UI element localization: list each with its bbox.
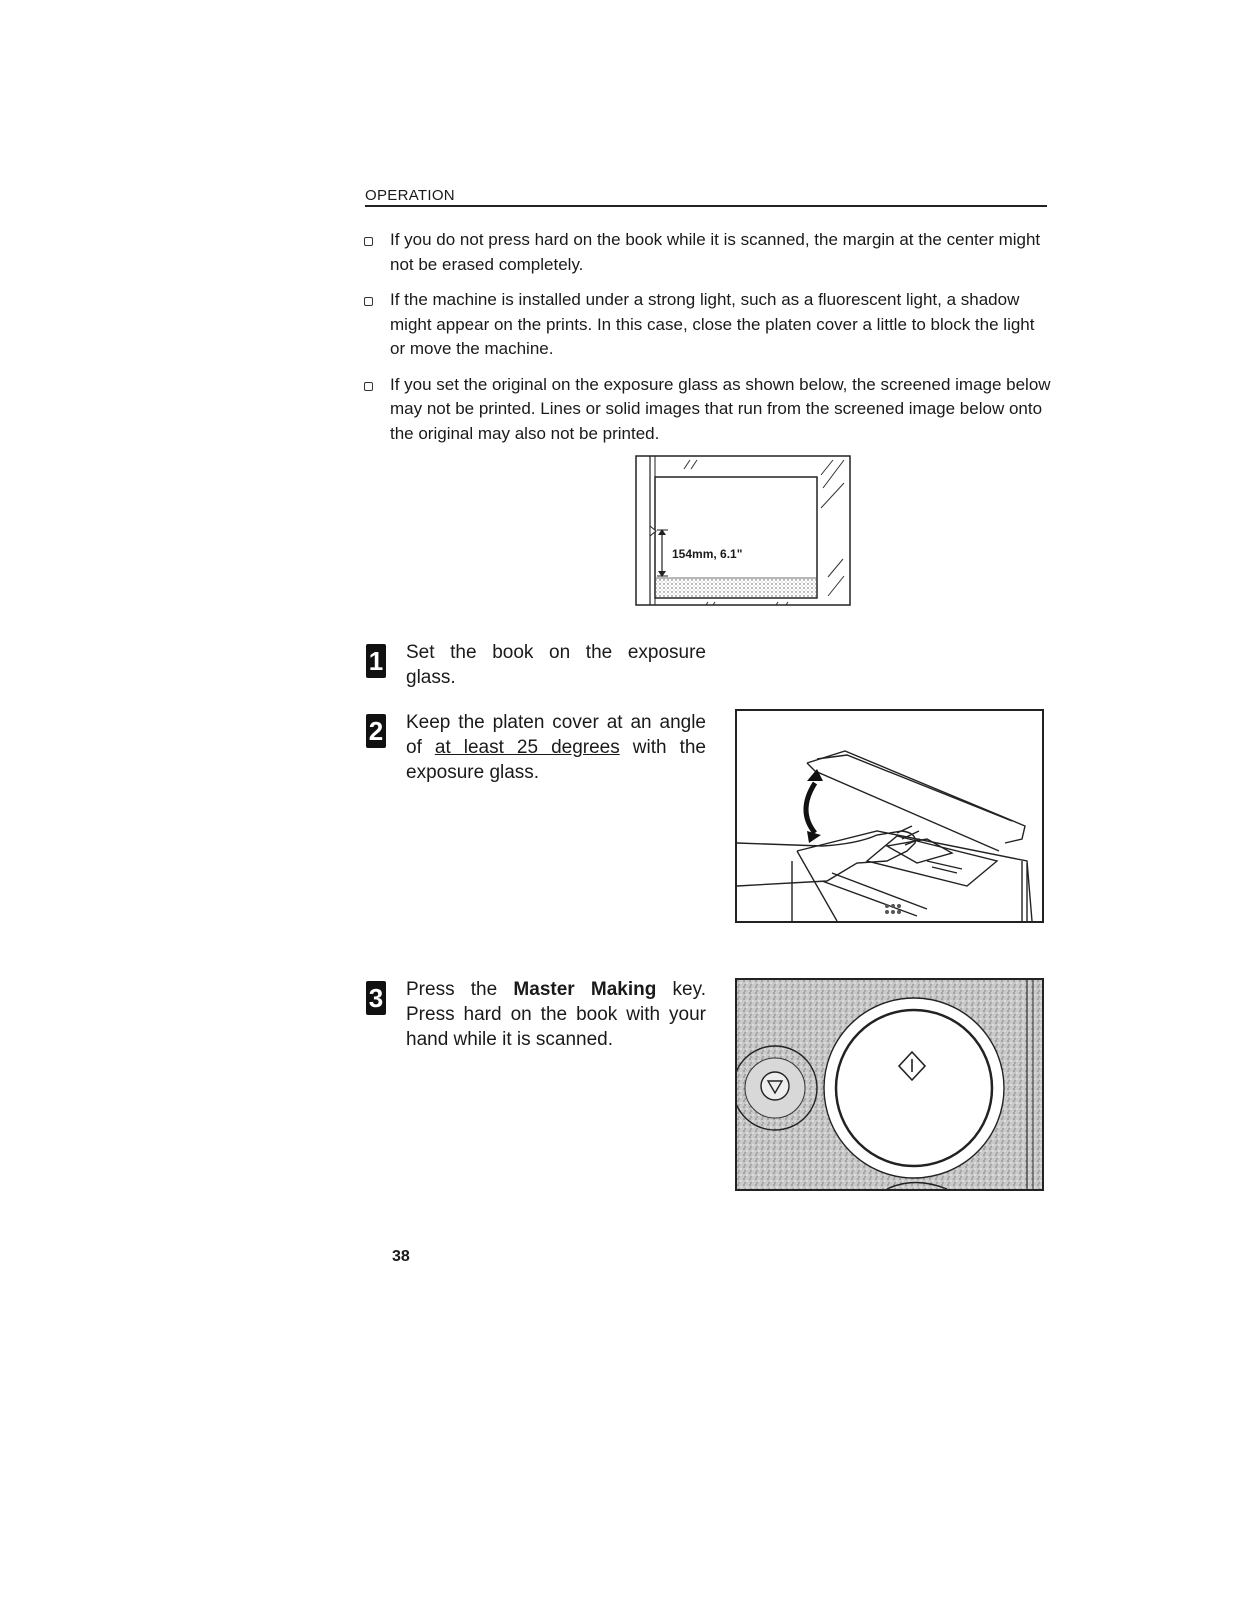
hand-on-platen-illustration (737, 711, 1042, 921)
note-item (362, 373, 1052, 447)
master-making-key-label: Master Making (513, 979, 657, 1000)
exposure-glass-illustration (635, 455, 851, 607)
platen-cover-figure (735, 709, 1044, 923)
note-item (362, 228, 1052, 277)
step-number: 2 (366, 714, 386, 748)
page-number: 38 (392, 1248, 410, 1265)
step-text (406, 977, 706, 1052)
checkbox-bullet-icon (364, 297, 373, 306)
exposure-glass-diagram (635, 455, 851, 612)
step-text-part: Press the (406, 979, 514, 1000)
step-number: 3 (366, 981, 386, 1015)
note-text: If you set the original on the exposure glass as shown below, the screened image below may not be printed. Lines or solid images that run from the screened image below onto the original may also not be printed. (390, 374, 1051, 443)
step-text-part: key. Press hard on the book with your hand while it is scanned. (406, 979, 706, 1050)
note-text: If the machine is installed under a strong light, such as a fluorescent light, a shadow might appear on the prints. In this case, close the platen cover a little to block the light or move the machine. (390, 290, 1035, 358)
dimension-label: 154mm, 6.1" (672, 547, 743, 561)
note-text: If you do not press hard on the book while it is scanned, the margin at the center might not be erased completely. (390, 230, 1041, 274)
checkbox-bullet-icon (364, 237, 373, 246)
step-text: Set the book on the exposure glass. (406, 642, 706, 688)
step-text-part: with the exposure glass. (406, 737, 706, 783)
checkbox-bullet-icon (364, 382, 373, 391)
note-item (362, 288, 1052, 362)
notes-list (362, 228, 1052, 457)
section-header: OPERATION (365, 187, 1047, 207)
step-text (406, 710, 706, 785)
emphasis-underline: at least 25 degrees (434, 737, 620, 758)
step-number: 1 (366, 644, 386, 678)
master-making-key-figure (735, 978, 1044, 1191)
step-text-part: Keep the platen cover at an angle of (406, 712, 706, 758)
keypad-illustration (737, 980, 1042, 1189)
